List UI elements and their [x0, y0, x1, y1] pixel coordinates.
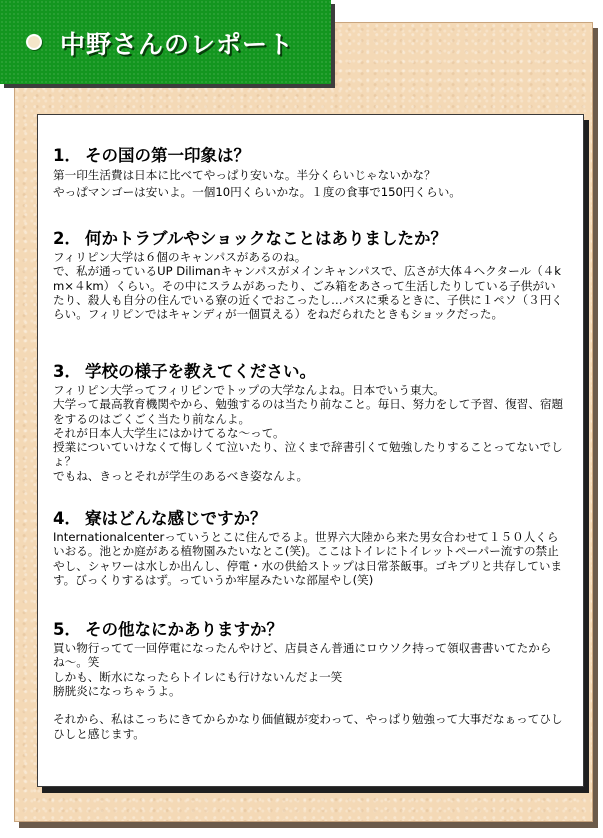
section-heading-text: その国の第一印象は？ — [84, 146, 250, 165]
report-paper — [37, 114, 584, 787]
section-number: 3． — [53, 362, 81, 381]
section-number: 5． — [53, 620, 81, 639]
section-body: フィリピン大学ってフィリピンでトップの大学なんよね。日本でいう東大。 大学って最高教育機関やから、勉強するのは当たり前なこと。毎日、努力をして予習、復習、宿題をするのはごくごく当たり前なんよ。 それが日本人大学生にはかけてるな〜って。 授業についていけなくて悔しくて泣いたり、泣くまで辞書引くて勉強したりすることってないでしょ？ でもね、きっとそれが学生のあるべき姿なんよ。 — [53, 383, 564, 483]
section-heading-text: その他なにかありますか？ — [84, 620, 283, 639]
section-body: フィリピン大学は６個のキャンパスがあるのね。 で、私が通っているUP Dilimanキャンパスがメインキャンパスで、広さが大体４ヘクタール（４km×４km）くらい。その中にスラムがあったり、ごみ箱をあさって生活したりしている子供がいたり、殺人も自分の住んでいる寮の近くでおこったし…バスに乗るときに、子供に１ペソ（３円くらい。フィリピンではキャンディが一個買える）をねだられたときもショックだった。 — [53, 250, 563, 322]
section-heading — [53, 508, 565, 530]
section-heading-text: 寮はどんな感じですか？ — [84, 509, 267, 528]
section-heading — [53, 619, 565, 641]
title-banner — [0, 0, 331, 84]
section-heading — [53, 145, 565, 167]
section-other — [53, 619, 565, 741]
section-body: 買い物行ってて一回停電になったんやけど、店員さん普通にロウソク持って領収書書いてたからね〜。笑 しかも、断水になったらトイレにも行けないんだよ一笑 膀胱炎になっちゃうよ。 それから、私はこっちにきてからかなり価値観が変わって、やっぱり勉強って大事だなぁってひしひしと感じます。 — [53, 641, 563, 741]
section-trouble — [53, 228, 565, 321]
bullet-circle-icon — [26, 34, 42, 50]
section-heading-text: 何かトラブルやショックなことはありましたか？ — [84, 229, 447, 248]
section-body: Internationalcenterっていうとこに住んでるよ。世界六大陸から来た男女合わせて１５０人くらいおる。池とか庭がある植物園みたいなとこ(笑)。ここはトイレにトイレットペーパー流すの禁止やし、シャワーは水しか出んし、停電・水の供給ストップは日常茶飯事。ゴキブリと共存しています。びっくりするはず。っていうか牢屋みたいな部屋やし(笑) — [53, 530, 563, 587]
section-heading — [53, 361, 565, 383]
section-heading — [53, 228, 565, 250]
section-first-impression — [53, 145, 565, 201]
section-dorm — [53, 508, 565, 587]
section-number: 4． — [53, 509, 81, 528]
section-number: 1． — [53, 146, 81, 165]
section-school — [53, 361, 565, 483]
page-title: 中野さんのレポート — [60, 30, 295, 59]
section-number: 2． — [53, 229, 81, 248]
section-body: 第一印生活費は日本に比べてやっぱり安いな。半分くらいじゃないかな？ やっぱマンゴーは安いよ。一個10円くらいかな。１度の食事で150円くらい。 — [53, 168, 461, 199]
section-heading-text: 学校の様子を教えてください。 — [84, 362, 316, 381]
